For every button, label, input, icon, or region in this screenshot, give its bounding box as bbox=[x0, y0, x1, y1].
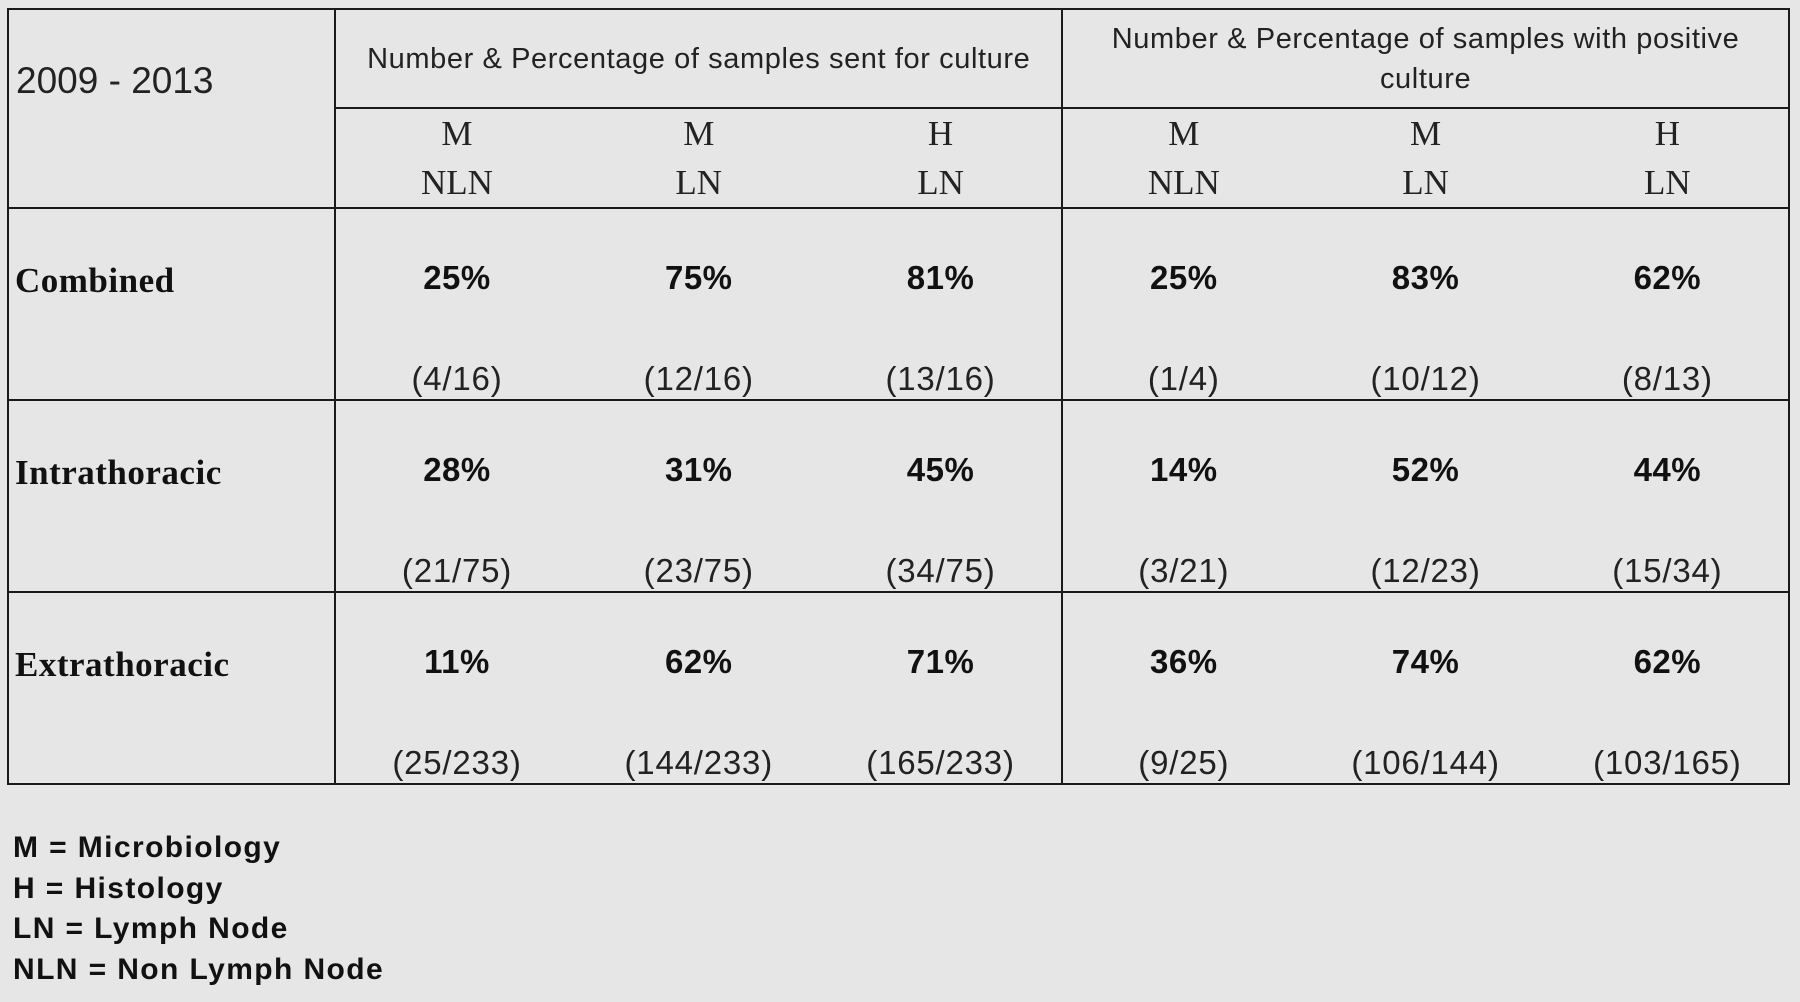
group-header-positive: Number & Percentage of samples with positive culture bbox=[1062, 9, 1789, 108]
percentage-value: 71% bbox=[906, 643, 975, 680]
percentage-value: 83% bbox=[1391, 259, 1460, 296]
percentage-value: 45% bbox=[906, 451, 975, 488]
value-cell bbox=[820, 592, 1062, 784]
value-cell bbox=[1062, 208, 1304, 400]
fraction-value: (103/165) bbox=[1593, 744, 1742, 781]
row-label-cell bbox=[8, 208, 335, 400]
row-label: Intrathoracic bbox=[15, 453, 222, 492]
legend-item: LN = Lymph Node bbox=[13, 912, 289, 945]
fraction-value: (12/16) bbox=[643, 360, 754, 397]
percentage-value: 25% bbox=[1150, 259, 1218, 296]
results-table bbox=[7, 8, 1790, 785]
value-cell bbox=[335, 592, 577, 784]
legend-item: H = Histology bbox=[13, 871, 224, 905]
fraction-value: (106/144) bbox=[1351, 744, 1500, 781]
row-label-cell bbox=[8, 400, 335, 592]
value-cell bbox=[578, 592, 820, 784]
value-cell bbox=[1304, 400, 1546, 592]
fraction-value: (4/16) bbox=[411, 360, 503, 397]
fraction-value: (15/34) bbox=[1612, 552, 1723, 589]
percentage-value: 62% bbox=[1633, 643, 1702, 680]
percentage-value: 36% bbox=[1150, 643, 1218, 680]
fraction-value: (13/16) bbox=[885, 360, 996, 397]
row-label: Extrathoracic bbox=[15, 645, 230, 684]
fraction-value: (165/233) bbox=[866, 744, 1015, 781]
value-cell bbox=[1547, 400, 1789, 592]
fraction-value: (34/75) bbox=[885, 552, 996, 589]
fraction-value: (23/75) bbox=[643, 552, 754, 589]
table-row bbox=[8, 592, 1789, 784]
sub-header: M LN bbox=[578, 108, 820, 208]
percentage-value: 62% bbox=[1633, 259, 1702, 296]
value-cell bbox=[1062, 592, 1304, 784]
row-label-cell bbox=[8, 592, 335, 784]
value-cell bbox=[1062, 400, 1304, 592]
table-row bbox=[8, 208, 1789, 400]
sub-header: M NLN bbox=[335, 108, 577, 208]
percentage-value: 11% bbox=[424, 643, 490, 680]
value-cell bbox=[578, 400, 820, 592]
table-row bbox=[8, 400, 1789, 592]
percentage-value: 75% bbox=[664, 259, 733, 296]
group-header-sent: Number & Percentage of samples sent for culture bbox=[335, 9, 1062, 108]
group-header-row bbox=[8, 9, 1789, 108]
percentage-value: 28% bbox=[423, 451, 491, 488]
sub-header: M NLN bbox=[1062, 108, 1304, 208]
value-cell bbox=[1304, 208, 1546, 400]
value-cell bbox=[1547, 208, 1789, 400]
value-cell bbox=[335, 400, 577, 592]
fraction-value: (25/233) bbox=[392, 744, 522, 781]
value-cell bbox=[820, 208, 1062, 400]
legend-item: M = Microbiology bbox=[13, 831, 282, 864]
percentage-value: 52% bbox=[1391, 451, 1460, 488]
value-cell bbox=[335, 208, 577, 400]
percentage-value: 62% bbox=[664, 643, 733, 680]
fraction-value: (1/4) bbox=[1147, 360, 1220, 397]
fraction-value: (144/233) bbox=[624, 744, 773, 781]
percentage-value: 25% bbox=[423, 259, 491, 296]
legend bbox=[13, 828, 384, 990]
fraction-value: (10/12) bbox=[1370, 360, 1481, 397]
fraction-value: (21/75) bbox=[401, 552, 513, 589]
value-cell bbox=[578, 208, 820, 400]
percentage-value: 31% bbox=[664, 451, 733, 488]
period-label: 2009 - 2013 bbox=[16, 60, 214, 101]
value-cell bbox=[1547, 592, 1789, 784]
row-label: Combined bbox=[15, 261, 175, 300]
sub-header: H LN bbox=[1547, 108, 1789, 208]
value-cell bbox=[820, 400, 1062, 592]
fraction-value: (3/21) bbox=[1138, 552, 1230, 589]
fraction-value: (9/25) bbox=[1138, 744, 1230, 781]
sub-header: M LN bbox=[1304, 108, 1546, 208]
percentage-value: 44% bbox=[1633, 451, 1702, 488]
fraction-value: (8/13) bbox=[1621, 360, 1713, 397]
sub-header: H LN bbox=[820, 108, 1062, 208]
percentage-value: 14% bbox=[1150, 451, 1218, 488]
percentage-value: 74% bbox=[1391, 643, 1460, 680]
period-cell bbox=[8, 9, 335, 208]
value-cell bbox=[1304, 592, 1546, 784]
percentage-value: 81% bbox=[906, 259, 975, 296]
fraction-value: (12/23) bbox=[1370, 552, 1481, 589]
legend-item: NLN = Non Lymph Node bbox=[13, 952, 385, 986]
